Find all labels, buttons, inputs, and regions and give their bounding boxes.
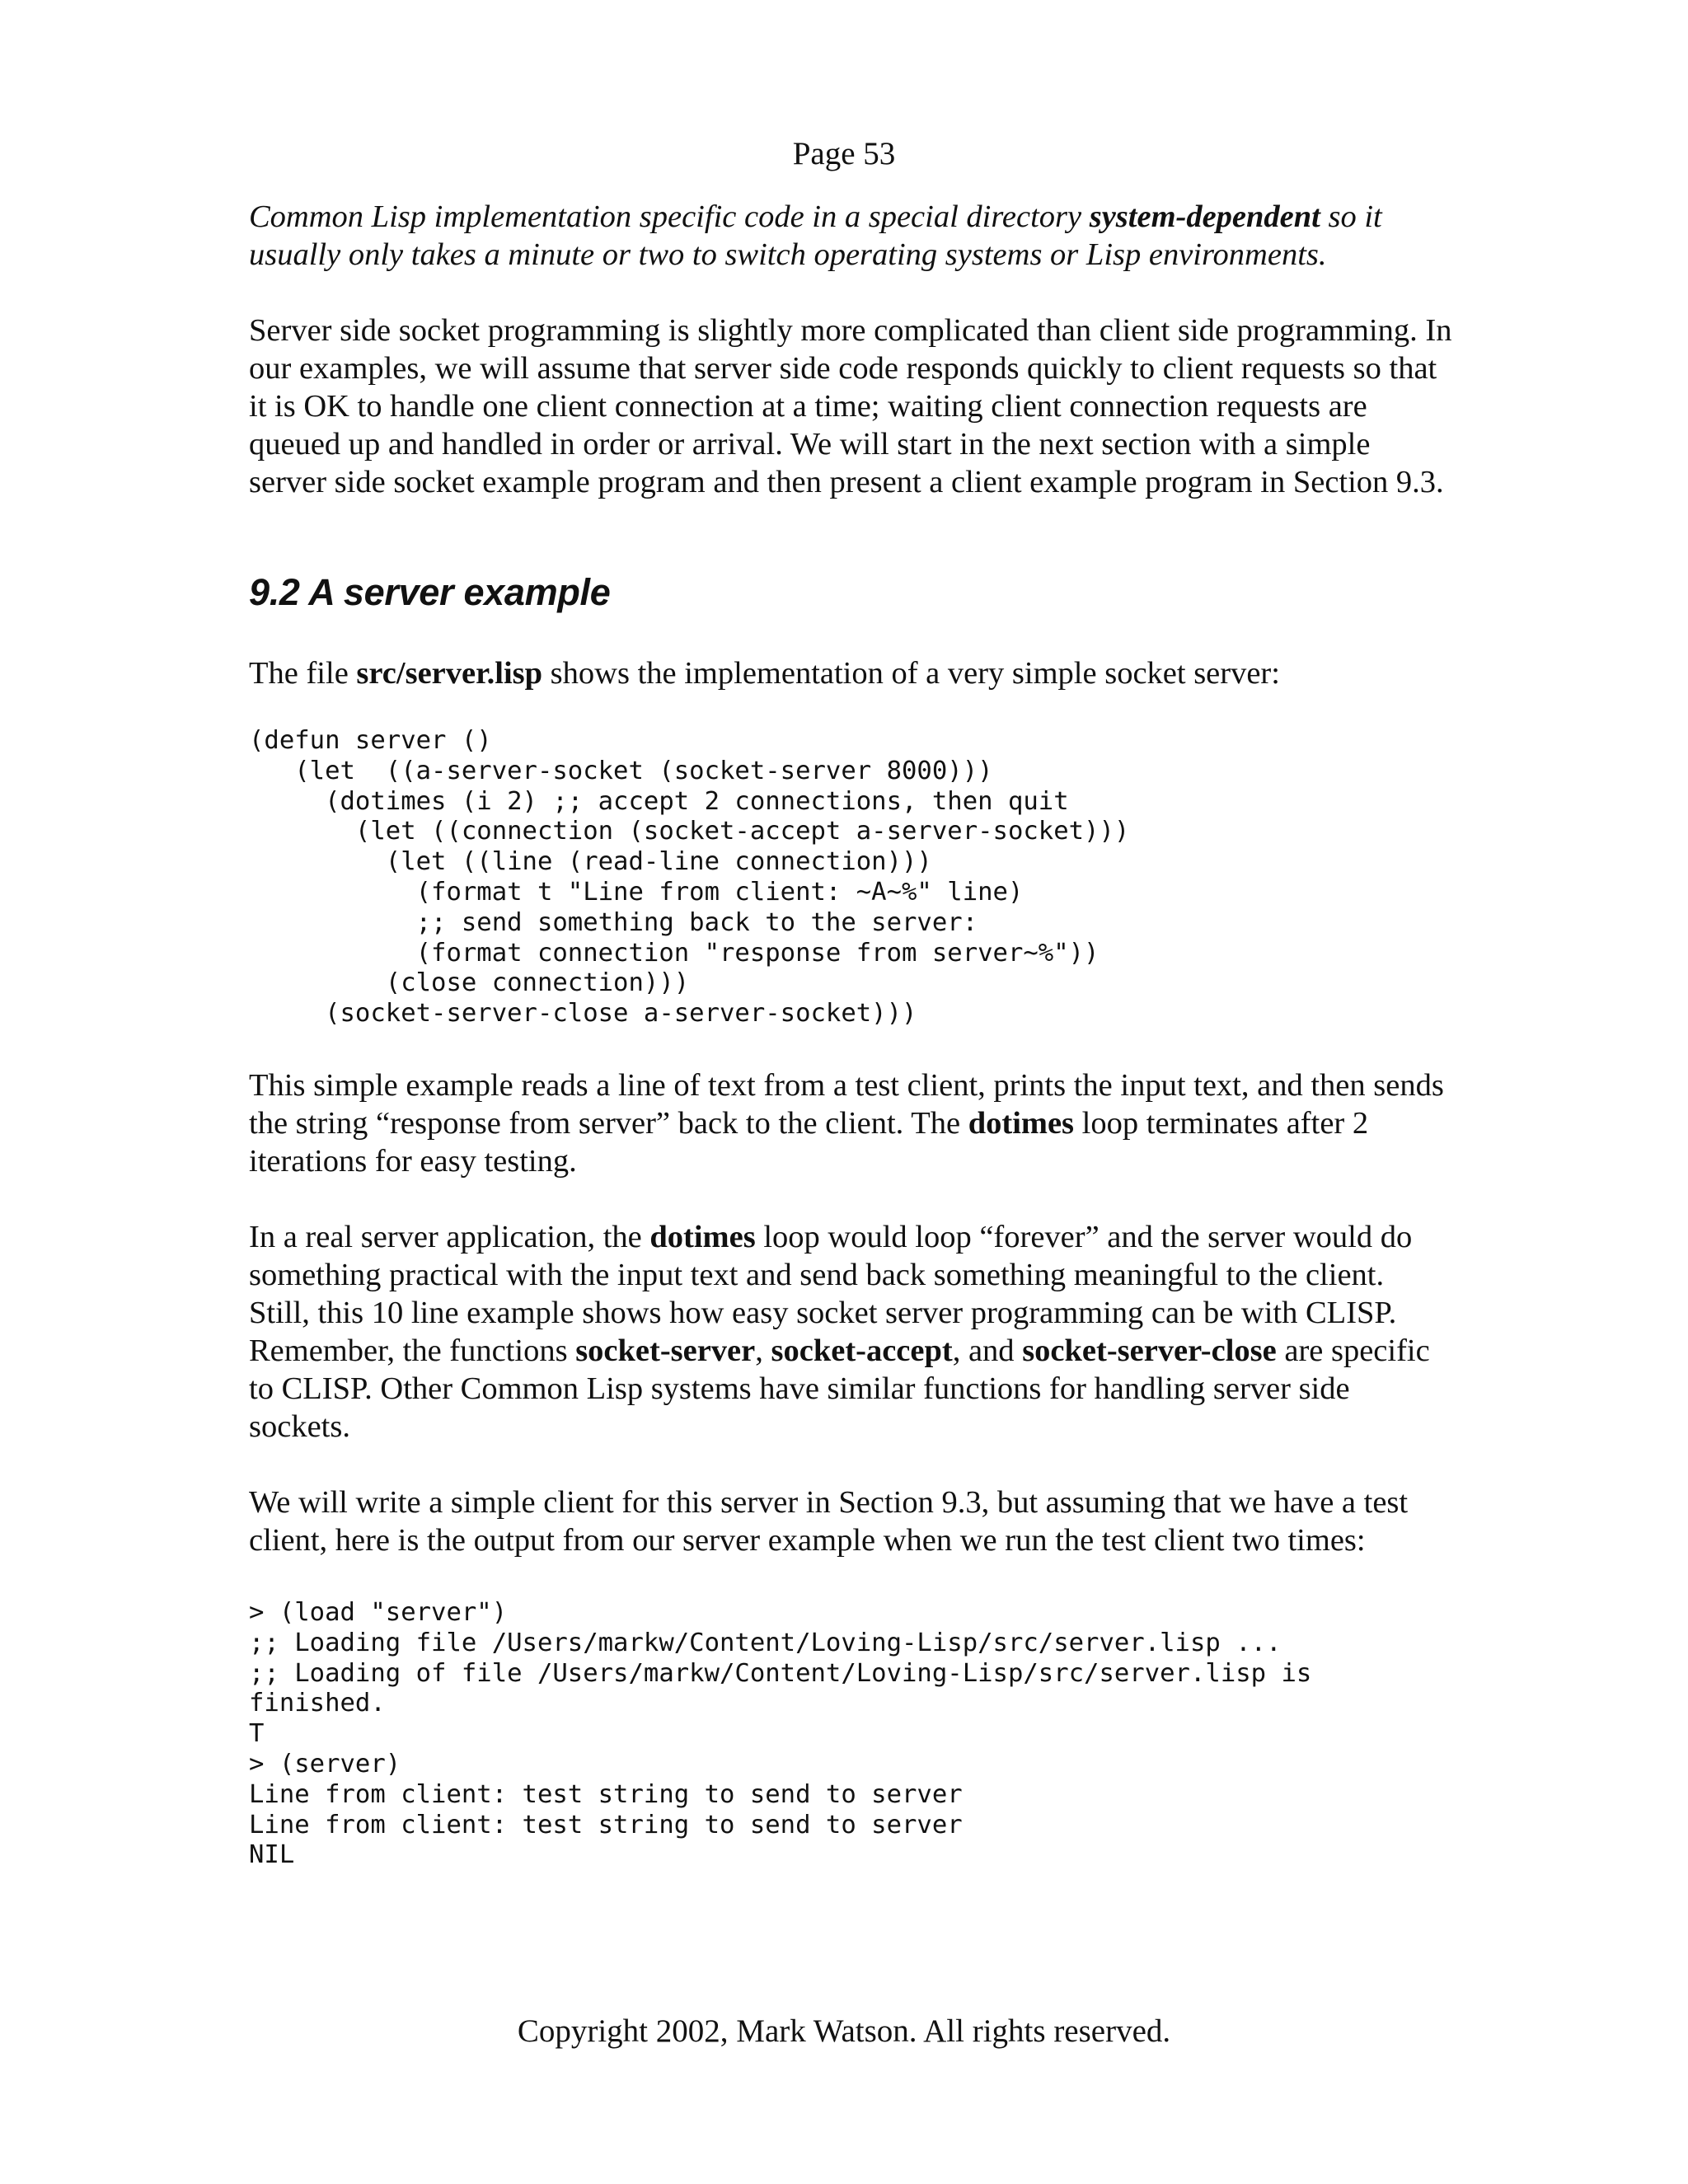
paragraph-example-explanation bbox=[249, 1066, 1452, 1180]
paragraph-test-client: We will write a simple client for this server in Section 9.3, but assuming that we have a test client, here is the output from our server example when we run the test client two times: bbox=[249, 1484, 1409, 1558]
intro-bold-term: system-dependent bbox=[1089, 199, 1320, 234]
file-intro-text-2: shows the implementation of a very simple socket server: bbox=[542, 656, 1280, 691]
code-block-server: (defun server () (let ((a-server-socket (socket-server 8000))) (dotimes (i 2) ;; accept 2 connections, then quit (let ((connection (socket-accept a-server-socket))) (let ((line (read-line connection))) (format t "Line from client: ~A~%" line) ;; send something back to the server: (format connection "response from server~%")) (close connection))) (socket-server-close a-server-socket))) bbox=[249, 726, 1130, 1029]
dotimes-bold-2: dotimes bbox=[649, 1219, 756, 1254]
real-server-text-1: In a real server application, the bbox=[249, 1219, 650, 1254]
copyright-footer: Copyright 2002, Mark Watson. All rights reserved. bbox=[517, 2013, 1171, 2049]
socket-accept-bold: socket-accept bbox=[771, 1333, 953, 1368]
intro-paragraph bbox=[249, 198, 1452, 274]
page-content bbox=[249, 198, 1452, 1908]
code-block-output: > (load "server") ;; Loading file /Users/markw/Content/Loving-Lisp/src/server.lisp ... ;; Loading of file /Users/markw/Content/Loving-Lisp/src/server.lisp is finished. T > (server) Line from client: test string to send to server Line from client: test string to send to server NIL bbox=[249, 1597, 1312, 1870]
real-server-text-4: , and bbox=[952, 1333, 1023, 1368]
file-name-bold: src/server.lisp bbox=[356, 656, 543, 691]
example-text-1: This simple example reads a line of text from a test client, prints the input text, and then sends the string “response from server” back to the client. The bbox=[249, 1067, 1444, 1141]
dotimes-bold: dotimes bbox=[968, 1105, 1075, 1141]
example-text-2: loop terminates after 2 iterations for easy testing. bbox=[249, 1105, 1369, 1179]
file-intro-text-1: The file bbox=[249, 656, 357, 691]
paragraph-real-server bbox=[249, 1218, 1452, 1446]
real-server-text-3: , bbox=[755, 1333, 771, 1368]
paragraph-file-intro bbox=[249, 654, 1452, 692]
intro-text-2: so it usually only takes a minute or two to switch operating systems or Lisp environments. bbox=[249, 199, 1382, 272]
real-server-text-5: are specific to CLISP. Other Common Lisp systems have similar functions for handling server side sockets. bbox=[249, 1333, 1430, 1444]
real-server-text-2: loop would loop “forever” and the server would do something practical with the input text and send back something meaningful to the client. Still, this 10 line example shows how easy socket server programming can be with CLISP. Remember, the functions bbox=[249, 1219, 1413, 1368]
page-number: Page 53 bbox=[792, 136, 896, 171]
paragraph-server-side: Server side socket programming is slightly more complicated than client side programming. In our examples, we will assume that server side code responds quickly to client requests so that it is OK to handle one client connection at a time; waiting client connection requests are queued up and handled in order or arrival. We will start in the next section with a simple server side socket example program and then present a client example program in Section 9.3. bbox=[249, 313, 1452, 499]
socket-server-close-bold: socket-server-close bbox=[1022, 1333, 1277, 1368]
section-heading: 9.2 A server example bbox=[249, 571, 611, 613]
intro-text-1: Common Lisp implementation specific code in a special directory bbox=[249, 199, 1090, 234]
socket-server-bold: socket-server bbox=[575, 1333, 756, 1368]
